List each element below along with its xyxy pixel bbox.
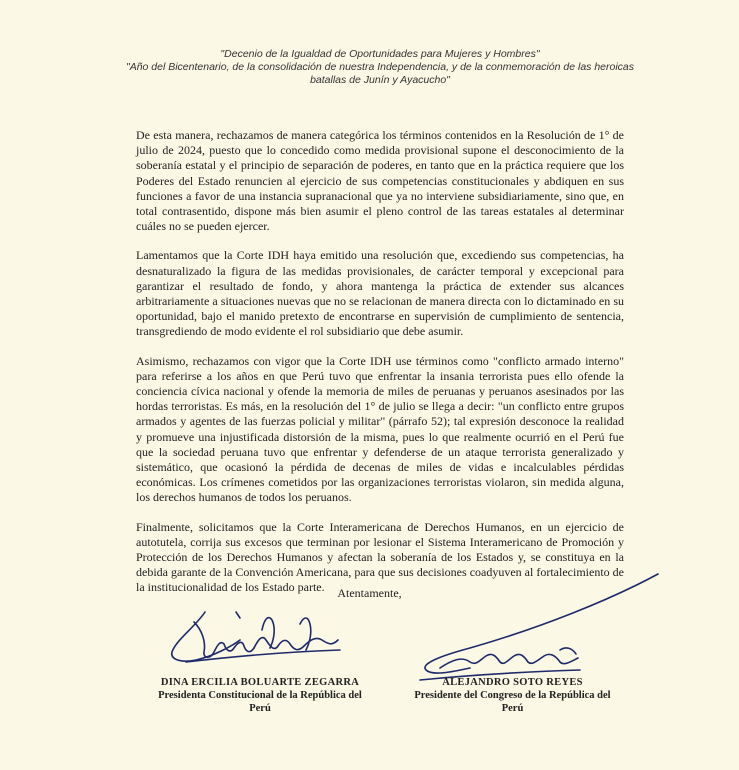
header-anio: "Año del Bicentenario, de la consolidación de nuestra Independencia, y de la conmemoración de las heroicas batallas de Junín y Ayacucho" (125, 61, 635, 86)
header-decenio: "Decenio de la Igualdad de Oportunidades para Mujeres y Hombres" (220, 48, 540, 60)
document-header (120, 48, 640, 87)
signatory-title: Presidenta Constitucional de la República del (158, 690, 362, 701)
signatory-name: ALEJANDRO SOTO REYES (442, 677, 583, 688)
paragraph-2: Lamentamos que la Corte IDH haya emitido una resolución que, excediendo sus competencias, ha desnaturalizado la figura de las medidas provisionales, de carácter temporal y excepcional para garantizar el resultado de fondo, y ahora mantenga la práctica de extender sus alcances arbitrariamente a situaciones nuevas que no se relacionan de manera directa con lo dictaminado en su oportunidad, bajo el manido pretexto de encontrarse en supervisión de cumplimiento de sentencia, transgrediendo de modo evidente el rol subsidiario que debe asumir. (136, 248, 624, 339)
paragraph-1: De esta manera, rechazamos de manera categórica los términos contenidos en la Resolución de 1° de julio de 2024, puesto que lo concedido como medida provisional supone el desconocimiento de la soberanía estatal y el principio de separación de poderes, en tanto que en la práctica requiere que los Poderes del Estado renuncien al ejercicio de sus competencias constitucionales y abdiquen en sus funciones a favor de una instancia supranacional que ya no interviene subsidiariamente, sino que, en total contrasentido, dispone más bien asumir el pleno control de las tareas estatales al determinar cuáles no se pueden ejercer. (136, 128, 624, 234)
signatory-name: DINA ERCILIA BOLUARTE ZEGARRA (160, 677, 360, 688)
paragraph-3: Asimismo, rechazamos con vigor que la Corte IDH use términos como "conflicto armado interno" para referirse a los años en que Perú tuvo que enfrentar la insania terrorista pues ello ofende la conciencia cívica nacional y ofende la memoria de miles de peruanas y peruanos asesinados por las hordas terroristas. Es más, en la resolución del 1° de julio se llega a decir: "un conflicto entre grupos armados y agentes de las fuerzas policial y militar" (párrafo 52); tal expresión desconoce la realidad y promueve una injustificada distorsión de la misma, pues lo que realmente ocurrió en el Perú fue que la sociedad peruana tuvo que enfrentar y defenderse de un ataque terrorista generalizado y sistemático, que ocasionó la pérdida de decenas de miles de vidas e incalculables pérdidas económicas. Los crímenes cometidos por las organizaciones terroristas violaron, sin medida alguna, los derechos humanos de todos los peruanos. (136, 353, 624, 505)
signatory-title: Presidente del Congreso de la República del (414, 690, 611, 701)
signatory-boluarte (140, 676, 380, 715)
document-body (136, 128, 624, 610)
paragraph-4: Finalmente, solicitamos que la Corte Interamericana de Derechos Humanos, en un ejercicio de autotutela, corrija sus excesos que terminan por lesionar el Sistema Interamericano de Promoción y Protección de los Derechos Humanos y afectan la soberanía de los Estados y, se constituya en la debida garante de la Convención Americana, para que sus decisiones coadyuven al fortalecimiento de la institucionalidad de los Estado parte. (136, 519, 624, 595)
signatory-soto (400, 676, 625, 715)
closing-salutation: Atentamente, (337, 586, 402, 600)
signatory-title-country: Perú (501, 703, 524, 714)
signature-boluarte-image (172, 612, 340, 662)
signatory-title-country: Perú (249, 703, 271, 714)
